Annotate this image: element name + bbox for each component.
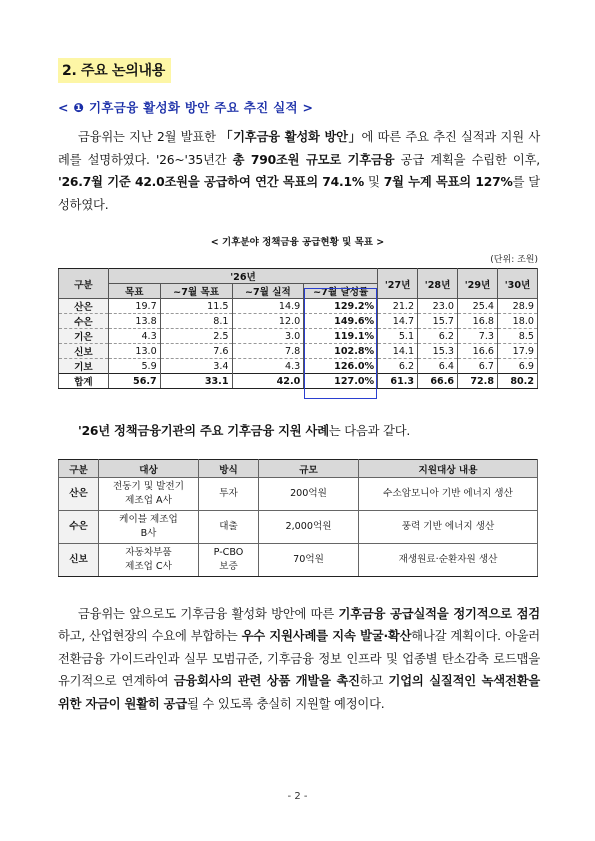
case-cell-org-line: 수은 bbox=[69, 521, 88, 532]
case-cell-org-line: 신보 bbox=[69, 554, 88, 565]
paragraph-cases-intro bbox=[58, 420, 540, 443]
cell-jul-actual: 14.9 bbox=[232, 299, 304, 314]
case-row bbox=[59, 478, 538, 511]
cell-y27: 5.1 bbox=[378, 329, 418, 344]
cell-jul-target: 8.1 bbox=[160, 314, 232, 329]
para3-text-3: 해나갈 계획이다. 아울러 전환금융 가이드라인과 실무 모범규준, 기후금융 정보 인프라 및 업종별 탄소감축 로드맵을 유기적으로 연계하여 bbox=[58, 629, 540, 689]
case-cell-scale bbox=[259, 478, 359, 511]
para1-text-5: 를 달성하였다. bbox=[58, 175, 540, 212]
cell-target: 13.0 bbox=[108, 344, 160, 359]
case-cell-method bbox=[199, 478, 259, 511]
fund-table-body bbox=[59, 299, 538, 374]
case-row bbox=[59, 511, 538, 544]
table-row bbox=[59, 299, 538, 314]
case-header-method: 방식 bbox=[199, 460, 259, 478]
case-cell-method-line: 투자 bbox=[219, 488, 238, 499]
cell-jul-rate: 102.8% bbox=[304, 344, 378, 359]
table-row bbox=[59, 359, 538, 374]
case-cell-content bbox=[359, 511, 538, 544]
fund-table-caption: < 기후분야 정책금융 공급현황 및 목표 > bbox=[210, 237, 385, 248]
case-cell-target-line: B사 bbox=[140, 528, 157, 539]
cell-y30: 8.5 bbox=[498, 329, 538, 344]
para1-bold-2: 총 790조원 규모로 기후금융 bbox=[232, 152, 395, 167]
total-y30: 80.2 bbox=[498, 374, 538, 389]
case-header-target: 대상 bbox=[99, 460, 199, 478]
cell-y29: 16.8 bbox=[458, 314, 498, 329]
case-cell-scale-line: 2,000억원 bbox=[285, 521, 332, 532]
cell-jul-actual: 4.3 bbox=[232, 359, 304, 374]
section-title: 2. 주요 논의내용 bbox=[58, 58, 171, 83]
para3-bold-1: 기후금융 공급실적을 정기적으로 점검 bbox=[338, 607, 540, 621]
case-cell-target-line: 전동기 및 발전기 bbox=[113, 481, 184, 492]
case-cell-org bbox=[59, 478, 99, 511]
case-row bbox=[59, 544, 538, 577]
unit-note: (단위: 조원) bbox=[490, 255, 538, 265]
cell-y29: 7.3 bbox=[458, 329, 498, 344]
header-year-28: '28년 bbox=[418, 269, 458, 299]
para2-text: 는 다음과 같다. bbox=[328, 424, 411, 438]
cell-y28: 15.3 bbox=[418, 344, 458, 359]
case-cell-target bbox=[99, 478, 199, 511]
para1-text-3: 공급 계획을 수립한 이후, bbox=[394, 152, 540, 167]
cell-y30: 6.9 bbox=[498, 359, 538, 374]
para3-bold-4: 기업의 실질적인 녹색전환을 위한 자금이 원활히 공급 bbox=[58, 674, 541, 711]
para1-text-2: 에 따른 주요 추진 실적과 지원 사례를 설명하였다. '26~'35년간 bbox=[58, 130, 541, 167]
case-cell-target-line: 제조업 C사 bbox=[125, 561, 172, 572]
para3-text-1: 금융위는 앞으로도 기후금융 활성화 방안에 따른 bbox=[78, 607, 339, 621]
header-year-26: '26년 bbox=[108, 269, 377, 284]
case-table-body bbox=[59, 478, 538, 577]
cell-y30: 28.9 bbox=[498, 299, 538, 314]
cell-jul-rate: 126.0% bbox=[304, 359, 378, 374]
cell-jul-actual: 12.0 bbox=[232, 314, 304, 329]
total-label: 합계 bbox=[59, 374, 109, 389]
total-y27: 61.3 bbox=[378, 374, 418, 389]
case-header-scale: 규모 bbox=[259, 460, 359, 478]
page-number: - 2 - bbox=[287, 791, 308, 802]
case-cell-target-line: 제조업 A사 bbox=[125, 495, 172, 506]
cell-y29: 6.7 bbox=[458, 359, 498, 374]
total-y28: 66.6 bbox=[418, 374, 458, 389]
table-row bbox=[59, 344, 538, 359]
case-cell-target bbox=[99, 511, 199, 544]
header-year-27: '27년 bbox=[378, 269, 418, 299]
cell-jul-target: 2.5 bbox=[160, 329, 232, 344]
header-jul-actual: ~7월 실적 bbox=[232, 284, 304, 299]
header-year-30: '30년 bbox=[498, 269, 538, 299]
para3-text-2: 하고, 산업현장의 수요에 부합하는 bbox=[58, 629, 242, 644]
cell-y28: 6.4 bbox=[418, 359, 458, 374]
total-target: 56.7 bbox=[108, 374, 160, 389]
para3-text-4: 하고 bbox=[359, 674, 389, 689]
cell-y28: 6.2 bbox=[418, 329, 458, 344]
case-header-content: 지원대상 내용 bbox=[359, 460, 538, 478]
header-jul-rate: ~7월 달성률 bbox=[304, 284, 378, 299]
case-cell-content bbox=[359, 478, 538, 511]
cell-org: 기보 bbox=[59, 359, 109, 374]
cell-target: 4.3 bbox=[108, 329, 160, 344]
paragraph-summary bbox=[58, 126, 540, 216]
para1-bold-3: '26.7월 기준 42.0조원을 공급하여 연간 목표의 74.1% bbox=[58, 175, 364, 189]
case-header-gubun: 구분 bbox=[59, 460, 99, 478]
support-cases-table bbox=[58, 459, 538, 577]
case-cell-org bbox=[59, 511, 99, 544]
case-cell-method-line: 보증 bbox=[219, 561, 238, 572]
cell-y28: 15.7 bbox=[418, 314, 458, 329]
cell-y27: 6.2 bbox=[378, 359, 418, 374]
cell-jul-target: 11.5 bbox=[160, 299, 232, 314]
header-year-29: '29년 bbox=[458, 269, 498, 299]
table-row bbox=[59, 314, 538, 329]
case-cell-content-line: 풍력 기반 에너지 생산 bbox=[401, 521, 495, 532]
table-row-total bbox=[59, 374, 538, 389]
cell-org: 기은 bbox=[59, 329, 109, 344]
para2-bold: '26년 정책금융기관의 주요 기후금융 지원 사례 bbox=[78, 424, 329, 438]
cell-jul-target: 7.6 bbox=[160, 344, 232, 359]
cell-y27: 14.7 bbox=[378, 314, 418, 329]
header-gubun: 구분 bbox=[59, 269, 109, 299]
total-y29: 72.8 bbox=[458, 374, 498, 389]
para1-bold-1: 「기후금융 활성화 방안」 bbox=[220, 130, 362, 144]
cell-jul-rate: 119.1% bbox=[304, 329, 378, 344]
paragraph-plan bbox=[58, 603, 540, 715]
cell-org: 수은 bbox=[59, 314, 109, 329]
para3-text-5: 될 수 있도록 충실히 지원할 예정이다. bbox=[187, 696, 385, 711]
para1-text-4: 및 bbox=[363, 175, 384, 189]
case-cell-method-line: P-CBO bbox=[213, 547, 244, 558]
cell-org: 산은 bbox=[59, 299, 109, 314]
total-jul-actual: 42.0 bbox=[232, 374, 304, 389]
table-row bbox=[59, 329, 538, 344]
total-jul-target: 33.1 bbox=[160, 374, 232, 389]
case-cell-method bbox=[199, 511, 259, 544]
cell-target: 19.7 bbox=[108, 299, 160, 314]
header-target: 목표 bbox=[108, 284, 160, 299]
para3-bold-3: 금융회사의 관련 상품 개발을 촉진 bbox=[173, 674, 360, 689]
cell-jul-actual: 7.8 bbox=[232, 344, 304, 359]
para1-bold-4: 7월 누계 목표의 127% bbox=[383, 175, 513, 189]
para3-bold-2: 우수 지원사례를 지속 발굴·확산 bbox=[241, 629, 412, 644]
case-cell-target bbox=[99, 544, 199, 577]
case-cell-target-line: 케이블 제조업 bbox=[119, 514, 178, 525]
header-jul-target: ~7월 목표 bbox=[160, 284, 232, 299]
cell-jul-rate: 149.6% bbox=[304, 314, 378, 329]
case-cell-scale-line: 70억원 bbox=[293, 554, 324, 565]
cell-y30: 18.0 bbox=[498, 314, 538, 329]
cell-org: 신보 bbox=[59, 344, 109, 359]
sub-heading: < ❶ 기후금융 활성화 방안 주요 추진 실적 > bbox=[58, 100, 314, 115]
case-cell-method-line: 대출 bbox=[219, 521, 238, 532]
cell-jul-actual: 3.0 bbox=[232, 329, 304, 344]
case-cell-content bbox=[359, 544, 538, 577]
cell-y29: 25.4 bbox=[458, 299, 498, 314]
fund-supply-table bbox=[58, 268, 538, 389]
para1-text-1: 금융위는 지난 2월 발표한 bbox=[78, 130, 221, 144]
case-cell-org bbox=[59, 544, 99, 577]
case-cell-scale bbox=[259, 511, 359, 544]
case-cell-content-line: 재생원료·순환자원 생산 bbox=[398, 554, 498, 565]
case-cell-content-line: 수소암모니아 기반 에너지 생산 bbox=[383, 488, 513, 499]
cell-y30: 17.9 bbox=[498, 344, 538, 359]
cell-y27: 14.1 bbox=[378, 344, 418, 359]
case-cell-org-line: 산은 bbox=[69, 488, 88, 499]
cell-y29: 16.6 bbox=[458, 344, 498, 359]
case-cell-scale-line: 200억원 bbox=[290, 488, 327, 499]
cell-jul-rate: 129.2% bbox=[304, 299, 378, 314]
case-cell-scale bbox=[259, 544, 359, 577]
case-cell-method bbox=[199, 544, 259, 577]
cell-y27: 21.2 bbox=[378, 299, 418, 314]
total-jul-rate: 127.0% bbox=[304, 374, 378, 389]
cell-jul-target: 3.4 bbox=[160, 359, 232, 374]
case-cell-target-line: 자동차부품 bbox=[125, 547, 172, 558]
cell-target: 5.9 bbox=[108, 359, 160, 374]
cell-y28: 23.0 bbox=[418, 299, 458, 314]
cell-target: 13.8 bbox=[108, 314, 160, 329]
